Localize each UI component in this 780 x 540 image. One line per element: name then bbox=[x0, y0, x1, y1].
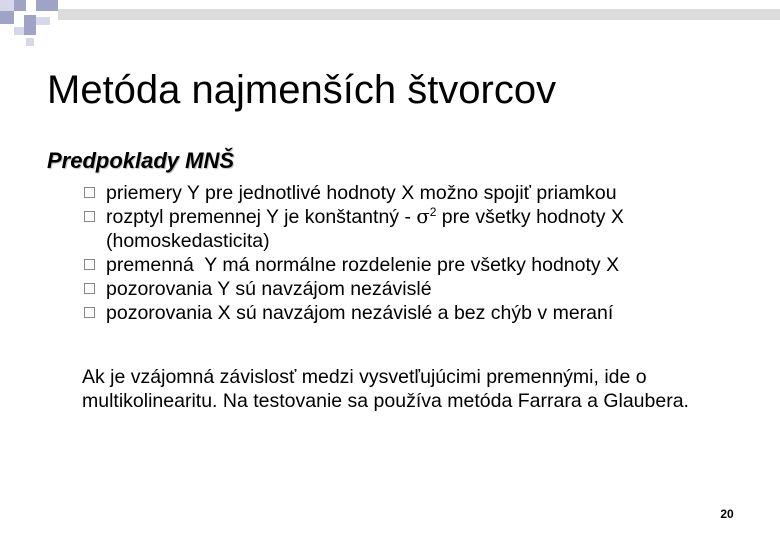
list-item-text: pre všetky hodnoty X (homoskedasticita) bbox=[106, 206, 624, 252]
decor-square bbox=[14, 27, 24, 35]
header-bar bbox=[58, 9, 780, 20]
page-number: 20 bbox=[720, 507, 734, 521]
decor-square bbox=[26, 38, 34, 46]
hollow-square-bullet-icon bbox=[84, 307, 95, 318]
hollow-square-bullet-icon bbox=[84, 187, 95, 198]
list-item bbox=[82, 277, 762, 301]
decor-square bbox=[36, 0, 58, 11]
decor-square bbox=[0, 0, 14, 11]
list-item bbox=[82, 253, 762, 277]
decor-square bbox=[14, 0, 26, 11]
decor-square bbox=[0, 11, 14, 24]
header-decoration bbox=[0, 0, 780, 50]
list-item-text: rozptyl premennej Y je konštantný - bbox=[106, 206, 417, 228]
sigma-symbol: σ bbox=[416, 205, 430, 228]
hollow-square-bullet-icon bbox=[84, 283, 95, 294]
body-paragraph: Ak je vzájomná závislosť medzi vysvetľujúcimi premennými, ide o multikolinearitu. Na testovanie sa používa metóda Farrara a Glaubera. bbox=[82, 366, 689, 412]
exponent: 2 bbox=[429, 205, 437, 219]
list-item bbox=[82, 301, 762, 325]
list-item bbox=[82, 205, 762, 253]
list-item-text: pozorovania X sú navzájom nezávislé a bez chýb v meraní bbox=[106, 302, 614, 324]
list-item-text: premenná Y má normálne rozdelenie pre všetky hodnoty X bbox=[106, 254, 620, 276]
list-item-text: pozorovania Y sú navzájom nezávislé bbox=[106, 278, 432, 300]
list-item bbox=[82, 181, 762, 205]
hollow-square-bullet-icon bbox=[84, 259, 95, 270]
slide-subtitle: Predpoklady MNŠ bbox=[47, 148, 235, 173]
decor-square bbox=[36, 17, 50, 25]
list-item-text: priemery Y pre jednotlivé hodnoty X možno spojiť priamkou bbox=[106, 182, 617, 204]
slide-title: Metóda najmenších štvorcov bbox=[47, 68, 557, 112]
hollow-square-bullet-icon bbox=[84, 211, 95, 222]
decor-square bbox=[24, 15, 36, 35]
assumption-list bbox=[82, 181, 762, 325]
